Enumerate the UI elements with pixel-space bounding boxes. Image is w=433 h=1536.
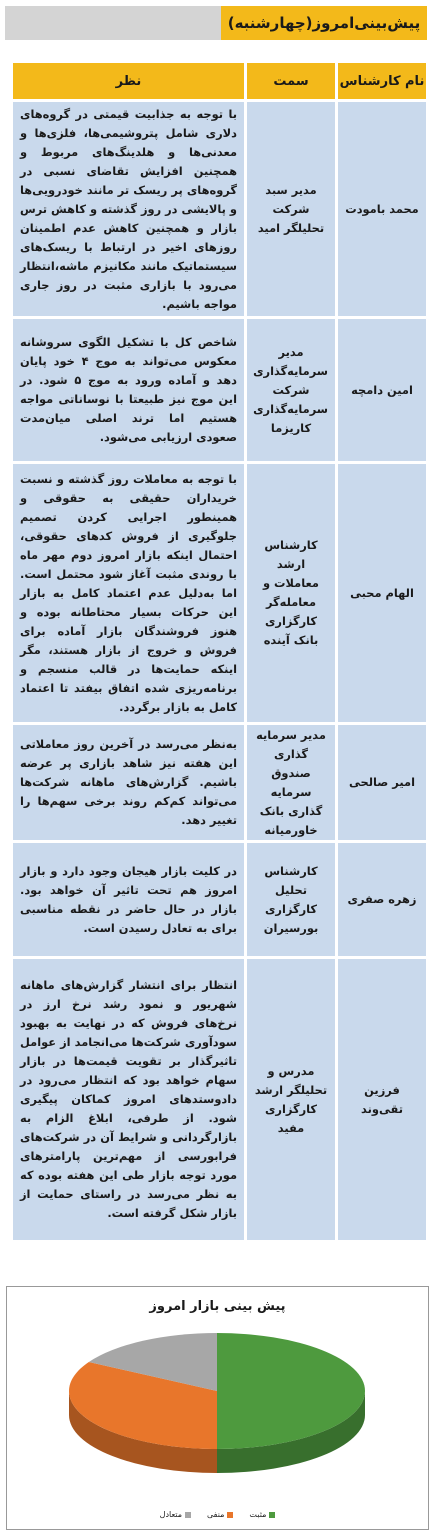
expert-position: مدیر سبد شرکت تحلیلگر امید [247, 102, 335, 316]
column-header-name: نام کارشناس [338, 63, 426, 99]
legend-swatch [227, 1512, 233, 1518]
expert-opinion: انتظار برای انتشار گزارش‌های ماهانه شهریور و نمود رشد نرخ ارز در نرخ‌های فروش که در نهایت به بهبود سودآوری شرکت‌ها می‌انجامد از عوامل تاثیرگذار بر تقویت قیمت‌ها در بازار سهام خواهد بود که انتظار می‌رود در دادوستدهای امروز کماکان پیگیری شود. از طرفی، ابلاغ الزام به بازارگردانی و شرایط آن در شرکت‌های فرابورسی از مهم‌ترین پارامترهای مورد توجه بازار طی این هفته بوده که به نظر می‌رسد در راستای حمایت از بازار شکل گرفته است. [13, 959, 244, 1240]
header-tab [221, 6, 427, 40]
expert-name: زهره صفری [338, 843, 426, 956]
expert-position: مدرس و تحلیلگر ارشد کارگزاری مفید [247, 959, 335, 1240]
page-title: پیش‌بینی‌امروز(چهارشنبه) [227, 14, 421, 32]
legend-item [207, 1510, 233, 1519]
expert-name: امیر صالحی [338, 725, 426, 840]
legend-label: مثبت [249, 1510, 267, 1519]
expert-opinion: با توجه به جذابیت قیمتی در گروه‌های دلاری شامل پتروشیمی‌ها، فلزی‌ها و معدنی‌ها و هلدینگ‌های مربوط و همچنین افزایش تقاضای نسبی در گروه‌های پر ریسک تر مانند خودرویی‌ها و پالایشی در روز گذشته و کاهش ترس بازار و همچنین کاهش عدم اطمینان روزهای اخیر در ارتباط با ریسک‌های سیستماتیک مانند مکانیزم ماشه،انتظار می‌رود با بازاری مثبت در روز جاری مواجه باشیم. [13, 102, 244, 316]
forecast-table [10, 60, 429, 1243]
expert-position: کارشناس تحلیل کارگزاری بورسیران [247, 843, 335, 956]
column-header-opinion: نظر [13, 63, 244, 99]
expert-position: کارشناس ارشد معاملات و معامله‌گر کارگزاری بانک آینده [247, 464, 335, 722]
legend-label: متعادل [159, 1510, 182, 1519]
pie-chart [7, 1287, 428, 1529]
table-row [13, 959, 426, 1240]
legend-swatch [185, 1512, 191, 1518]
chart-title: پیش بینی بازار امروز [149, 1299, 286, 1314]
header-banner [5, 6, 427, 40]
legend-item [160, 1510, 191, 1519]
table-row [13, 725, 426, 840]
expert-name: محمد بامودت [338, 102, 426, 316]
expert-opinion: در کلیت بازار هیجان وجود دارد و بازار امروز هم تحت تاثیر آن خواهد بود. بازار در حال حاضر در نقطه مناسبی برای به تعادل رسیدن است. [13, 843, 244, 956]
legend-item [249, 1510, 275, 1519]
table-row [13, 102, 426, 316]
expert-opinion: شاخص کل با تشکیل الگوی سروشانه معکوس می‌تواند به موج ۴ خود پایان دهد و آماده ورود به موج ۵ شود. در این موج نیز طبیعتا با نوساناتی مواجه هستیم اما ترند اصلی میان‌مدت صعودی ارزیابی می‌شود. [13, 319, 244, 461]
expert-name: امین دامچه [338, 319, 426, 461]
forecast-chart [6, 1286, 429, 1530]
table-row [13, 464, 426, 722]
expert-position: مدیر سرمایه‌گذاری شرکت سرمایه‌گذاری کاریزما [247, 319, 335, 461]
expert-name: فرزین تقی‌وند [338, 959, 426, 1240]
legend-label: منفی [207, 1510, 225, 1519]
table-row [13, 843, 426, 956]
expert-opinion: با توجه به معاملات روز گذشته و نسبت خریداران حقیقی به حقوقی و همینطور اجرایی کردن تصمیم جلوگیری از فروش کدهای حقوقی، احتمال اینکه بازار امروز دوم مهر ماه با روندی مثبت آغاز شود محتمل است. اما به‌دلیل عدم اعتماد کامل به بازار این حرکات بسیار محتاطانه بوده و هنوز فروشندگان بازار آماده برای فروش و خروج از بازار هستند، مگر اینکه حمایت‌ها در قالب منسجم و برنامه‌ریزی شده اتفاق بیفتد تا اعتماد کامل به بازار برگردد. [13, 464, 244, 722]
legend-swatch [269, 1512, 275, 1518]
chart-legend [7, 1510, 428, 1519]
table-row [13, 319, 426, 461]
expert-name: الهام محبی [338, 464, 426, 722]
table-header-row [13, 63, 426, 99]
expert-opinion: به‌نظر می‌رسد در آخرین روز معاملاتی این هفته نیز شاهد بازاری پر عرضه باشیم. گزارش‌های ماهانه شرکت‌ها می‌تواند کم‌کم روند برخی سهم‌ها را تغییر دهد. [13, 725, 244, 840]
expert-position: مدیر سرمایه گذاری صندوق سرمایه گذاری بانک خاورمیانه [247, 725, 335, 840]
column-header-position: سمت [247, 63, 335, 99]
